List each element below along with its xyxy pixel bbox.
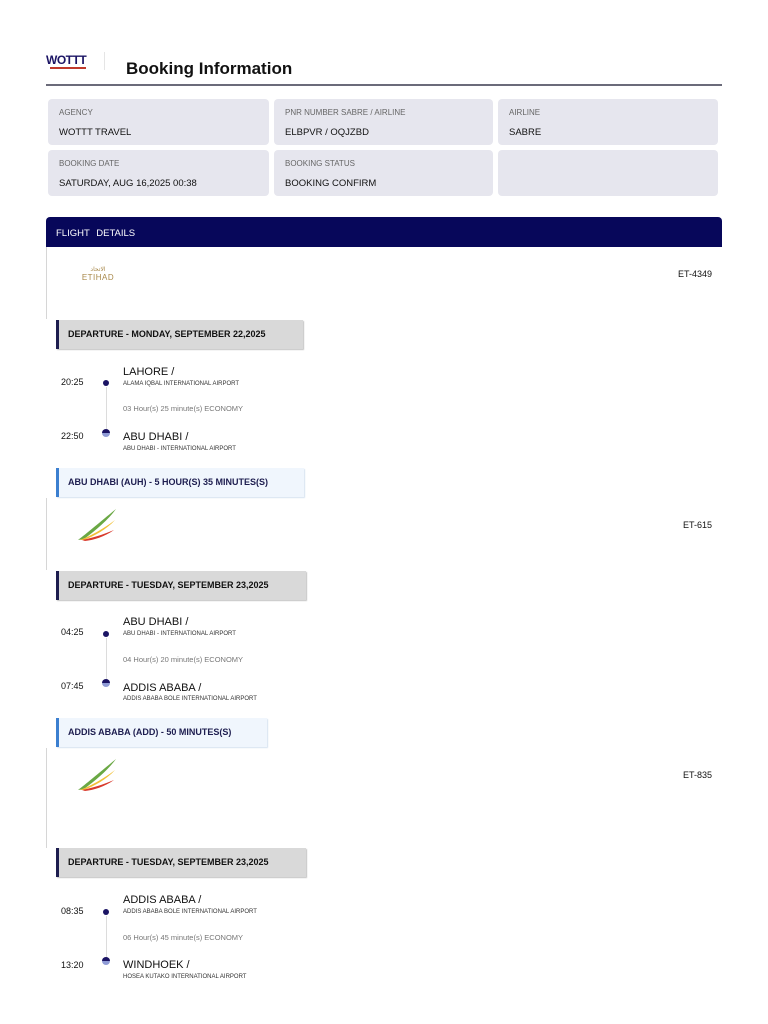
timeline-line xyxy=(106,916,107,958)
booking-status-value: BOOKING CONFIRM xyxy=(285,178,377,189)
logo-text: WOTTT xyxy=(46,53,87,67)
empty-cell xyxy=(498,150,718,196)
timeline-dot-icon xyxy=(103,909,109,915)
departure-header: DEPARTURE - TUESDAY, SEPTEMBER 23,2025 xyxy=(56,571,306,600)
pnr-cell xyxy=(274,99,493,145)
flight-duration: 06 Hour(s) 45 minute(s) ECONOMY xyxy=(123,933,244,942)
arrival-airport: ADDIS ABABA BOLE INTERNATIONAL AIRPORT xyxy=(123,696,257,702)
timeline-dot-icon xyxy=(103,380,109,386)
arrival-time: 22:50 xyxy=(61,431,84,441)
timeline-line xyxy=(106,387,107,429)
etihad-logo-icon xyxy=(76,266,120,284)
departure-city: LAHORE / xyxy=(123,366,175,378)
pnr-label: PNR NUMBER SABRE / AIRLINE xyxy=(285,108,406,117)
departure-header: DEPARTURE - MONDAY, SEPTEMBER 22,2025 xyxy=(56,320,303,349)
airline-cell xyxy=(498,99,718,145)
timeline-dot-icon xyxy=(103,631,109,637)
booking-date-value: SATURDAY, AUG 16,2025 00:38 xyxy=(59,178,197,189)
etihad-logo-arabic: الاتحاد xyxy=(90,266,106,273)
company-logo xyxy=(46,54,90,70)
departure-airport: ADDIS ABABA BOLE INTERNATIONAL AIRPORT xyxy=(123,909,257,915)
booking-date-label: BOOKING DATE xyxy=(59,159,120,168)
segment-border xyxy=(46,498,47,570)
departure-time: 20:25 xyxy=(61,377,84,387)
booking-date-cell xyxy=(48,150,269,196)
flight-details-header: FLIGHT DETAILS xyxy=(46,217,722,247)
arrival-airport: HOSEA KUTAKO INTERNATIONAL AIRPORT xyxy=(123,974,247,980)
arrival-dot-icon xyxy=(102,679,110,687)
agency-value: WOTTT TRAVEL xyxy=(59,127,132,138)
etihad-logo-text: ETIHAD xyxy=(81,273,115,282)
ethiopian-airlines-logo-icon xyxy=(76,758,118,792)
departure-city: ADDIS ABABA / xyxy=(123,894,202,906)
airline-value: SABRE xyxy=(509,127,542,138)
page-title: Booking Information xyxy=(126,59,293,78)
flight-number: ET-4349 xyxy=(677,269,712,279)
flight-number: ET-835 xyxy=(682,770,712,780)
booking-status-label: BOOKING STATUS xyxy=(285,159,355,168)
header-divider xyxy=(104,52,105,70)
flight-number: ET-615 xyxy=(682,520,712,530)
timeline-line xyxy=(106,638,107,680)
arrival-dot-icon xyxy=(102,957,110,965)
segment-border xyxy=(46,748,47,848)
booking-info-grid xyxy=(48,99,718,196)
booking-status-cell xyxy=(274,150,493,196)
departure-city: ABU DHABI / xyxy=(123,616,189,628)
layover-banner: ADDIS ABABA (ADD) - 50 MINUTES(S) xyxy=(56,718,267,747)
arrival-time: 13:20 xyxy=(61,960,84,970)
arrival-city: ADDIS ABABA / xyxy=(123,682,202,694)
ethiopian-airlines-logo-icon xyxy=(76,508,118,542)
logo-underline xyxy=(50,67,86,69)
layover-banner: ABU DHABI (AUH) - 5 HOUR(S) 35 MINUTES(S) xyxy=(56,468,304,497)
departure-airport: ALAMA IQBAL INTERNATIONAL AIRPORT xyxy=(123,381,240,387)
segment-border xyxy=(46,247,47,319)
arrival-time: 07:45 xyxy=(61,681,84,691)
departure-header: DEPARTURE - TUESDAY, SEPTEMBER 23,2025 xyxy=(56,848,306,877)
arrival-city: WINDHOEK / xyxy=(123,959,190,971)
page-header xyxy=(46,48,722,86)
flight-duration: 04 Hour(s) 20 minute(s) ECONOMY xyxy=(123,655,244,664)
airline-label: AIRLINE xyxy=(509,108,541,117)
arrival-airport: ABU DHABI - INTERNATIONAL AIRPORT xyxy=(123,446,236,452)
arrival-city: ABU DHABI / xyxy=(123,431,189,443)
pnr-value: ELBPVR / OQJZBD xyxy=(285,127,369,138)
agency-label: AGENCY xyxy=(59,108,93,117)
agency-cell xyxy=(48,99,269,145)
flight-duration: 03 Hour(s) 25 minute(s) ECONOMY xyxy=(123,404,244,413)
departure-time: 04:25 xyxy=(61,627,84,637)
departure-airport: ABU DHABI - INTERNATIONAL AIRPORT xyxy=(123,631,236,637)
departure-time: 08:35 xyxy=(61,906,84,916)
arrival-dot-icon xyxy=(102,429,110,437)
